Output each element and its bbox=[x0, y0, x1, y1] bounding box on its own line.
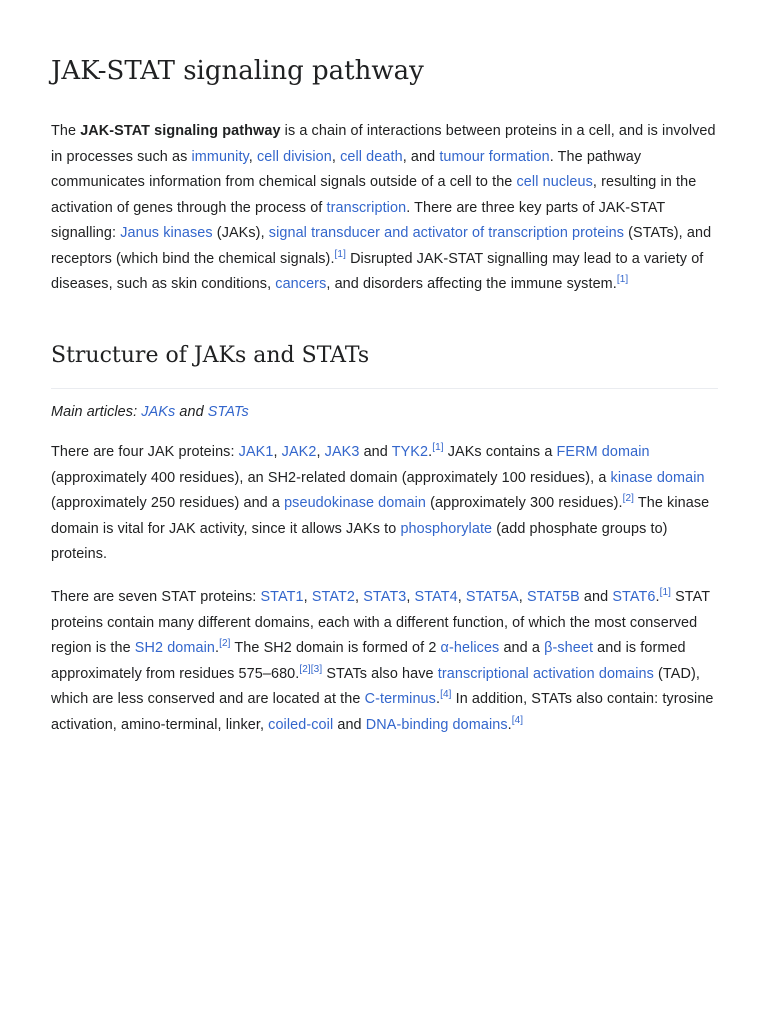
text: . bbox=[428, 444, 433, 460]
text: The bbox=[51, 123, 81, 139]
link-dna-binding-domains[interactable]: DNA-binding domains bbox=[365, 716, 508, 733]
link-kinase-domain[interactable]: kinase domain bbox=[610, 469, 705, 486]
text: , bbox=[354, 589, 364, 605]
text: , and bbox=[402, 148, 440, 165]
text: , resulting in the activation of genes through the process of bbox=[51, 174, 697, 216]
reference-link[interactable]: [3] bbox=[310, 663, 323, 675]
section-heading: Structure of JAKs and STATs bbox=[51, 343, 370, 368]
text: . The pathway communicates information from chemical signals outside of a cell to the bbox=[51, 148, 642, 190]
text: , bbox=[273, 444, 282, 460]
link-stat5a[interactable]: STAT5A bbox=[465, 589, 519, 605]
text: JAKs contains a bbox=[443, 444, 557, 460]
reference-link[interactable]: [1] bbox=[616, 274, 629, 286]
text: STAT proteins contain many different domains, each with a different function, of which the most conserved region is the bbox=[51, 589, 710, 656]
reference-marker bbox=[432, 442, 443, 453]
text: The kinase domain is vital for JAK activity, since it allows JAKs to bbox=[51, 495, 710, 537]
reference-link[interactable]: [1] bbox=[432, 442, 444, 454]
reference-link[interactable]: [1] bbox=[659, 587, 671, 599]
link-alpha-helices[interactable]: α-helices bbox=[440, 640, 500, 656]
text: and bbox=[333, 716, 366, 733]
link-jak3[interactable]: JAK3 bbox=[324, 444, 360, 460]
link-pseudokinase-domain[interactable]: pseudokinase domain bbox=[284, 495, 426, 511]
bold-term: JAK-STAT signaling pathway bbox=[80, 123, 281, 139]
text: The SH2 domain is formed of 2 bbox=[230, 640, 441, 656]
reference-marker bbox=[512, 715, 523, 726]
link-stats[interactable]: STATs bbox=[207, 404, 249, 420]
text: is a chain of interactions between proteins in a cell, and is involved in processes such as bbox=[51, 123, 716, 165]
text: , bbox=[316, 444, 325, 460]
text: and bbox=[175, 404, 208, 420]
link-immunity[interactable]: immunity bbox=[191, 148, 249, 165]
text: , bbox=[457, 589, 466, 605]
text: and a bbox=[499, 640, 545, 656]
link-cell-death[interactable]: cell death bbox=[340, 148, 403, 165]
link-stat3[interactable]: STAT3 bbox=[363, 589, 407, 605]
text: Main articles: bbox=[51, 404, 142, 420]
link-sh2-domain[interactable]: SH2 domain bbox=[134, 640, 215, 656]
reference-marker bbox=[617, 274, 628, 285]
text: . bbox=[655, 589, 660, 605]
reference-marker bbox=[219, 638, 230, 649]
text: , bbox=[303, 589, 312, 605]
text: In addition, STATs also contain: tyrosine activation, amino-terminal, linker, bbox=[51, 691, 714, 733]
text: , bbox=[248, 148, 257, 165]
link-janus-kinases[interactable]: Janus kinases bbox=[120, 225, 213, 241]
link-stat1[interactable]: STAT1 bbox=[260, 589, 304, 605]
text: . There are three key parts of JAK-STAT signalling: bbox=[51, 199, 665, 241]
text: (approximately 300 residues). bbox=[426, 495, 623, 511]
text: (approximately 250 residues) and a bbox=[51, 495, 285, 511]
reference-marker bbox=[660, 587, 671, 598]
text: . bbox=[435, 691, 441, 707]
text: STATs also have bbox=[322, 665, 438, 682]
text: (STATs), and receptors (which bind the chemical signals). bbox=[51, 225, 712, 267]
reference-marker bbox=[623, 493, 634, 504]
reference-link[interactable]: [4] bbox=[511, 714, 524, 726]
link-cell-nucleus[interactable]: cell nucleus bbox=[516, 174, 593, 190]
text: (TAD), which are less conserved and are located at the bbox=[51, 665, 700, 707]
link-cancers[interactable]: cancers bbox=[275, 276, 327, 292]
link-stat4[interactable]: STAT4 bbox=[414, 589, 458, 605]
link-c-terminus[interactable]: C-terminus bbox=[364, 691, 436, 707]
stat-paragraph bbox=[51, 585, 718, 738]
link-cell-division[interactable]: cell division bbox=[257, 148, 332, 165]
reference-marker bbox=[299, 664, 322, 675]
reference-link[interactable]: [2] bbox=[622, 493, 634, 505]
reference-link[interactable]: [2] bbox=[219, 638, 231, 650]
text: , bbox=[518, 589, 527, 605]
link-stat5b[interactable]: STAT5B bbox=[526, 589, 580, 605]
reference-marker bbox=[335, 249, 346, 260]
link-jak2[interactable]: JAK2 bbox=[281, 444, 317, 460]
text: (JAKs), bbox=[212, 225, 269, 241]
link-phosphorylate[interactable]: phosphorylate bbox=[400, 520, 493, 537]
reference-link[interactable]: [2] bbox=[299, 663, 311, 675]
link-transcription[interactable]: transcription bbox=[326, 199, 407, 216]
text: There are four JAK proteins: bbox=[51, 444, 239, 460]
link-tyk2[interactable]: TYK2 bbox=[391, 444, 429, 460]
link-tumour-formation[interactable]: tumour formation bbox=[439, 148, 550, 165]
link-stat6[interactable]: STAT6 bbox=[612, 589, 656, 605]
text: , bbox=[331, 148, 341, 165]
link-jak1[interactable]: JAK1 bbox=[238, 444, 274, 460]
link-stat-proteins[interactable]: signal transducer and activator of transcription proteins bbox=[268, 225, 625, 241]
text: (add phosphate groups to) proteins. bbox=[51, 520, 668, 562]
jak-paragraph bbox=[51, 440, 718, 568]
page-title: JAK-STAT signaling pathway bbox=[51, 56, 424, 86]
text: . bbox=[507, 716, 512, 733]
text: . bbox=[215, 640, 220, 656]
link-jaks[interactable]: JAKs bbox=[141, 404, 176, 420]
link-ferm-domain[interactable]: FERM domain bbox=[556, 444, 650, 460]
text: , bbox=[406, 589, 415, 605]
intro-paragraph bbox=[51, 119, 718, 298]
link-coiled-coil[interactable]: coiled-coil bbox=[268, 716, 334, 733]
text: and is formed approximately from residues 575–680. bbox=[51, 640, 686, 682]
text: , and disorders affecting the immune system. bbox=[326, 276, 617, 292]
text: There are seven STAT proteins: bbox=[51, 589, 261, 605]
hatnote bbox=[51, 400, 718, 426]
section-header bbox=[51, 343, 718, 389]
text: Disrupted JAK-STAT signalling may lead to a variety of diseases, such as skin conditions, bbox=[51, 250, 704, 292]
reference-marker bbox=[440, 689, 451, 700]
text: and bbox=[579, 589, 613, 605]
text: (approximately 400 residues), an SH2-related domain (approximately 100 residues), a bbox=[51, 469, 611, 486]
reference-link[interactable]: [1] bbox=[334, 248, 346, 260]
link-stat2[interactable]: STAT2 bbox=[311, 589, 355, 605]
link-transcriptional-activation-domains[interactable]: transcriptional activation domains bbox=[437, 665, 654, 682]
link-beta-sheet[interactable]: β-sheet bbox=[544, 640, 594, 656]
text: and bbox=[359, 444, 392, 460]
reference-link[interactable]: [4] bbox=[440, 689, 452, 701]
